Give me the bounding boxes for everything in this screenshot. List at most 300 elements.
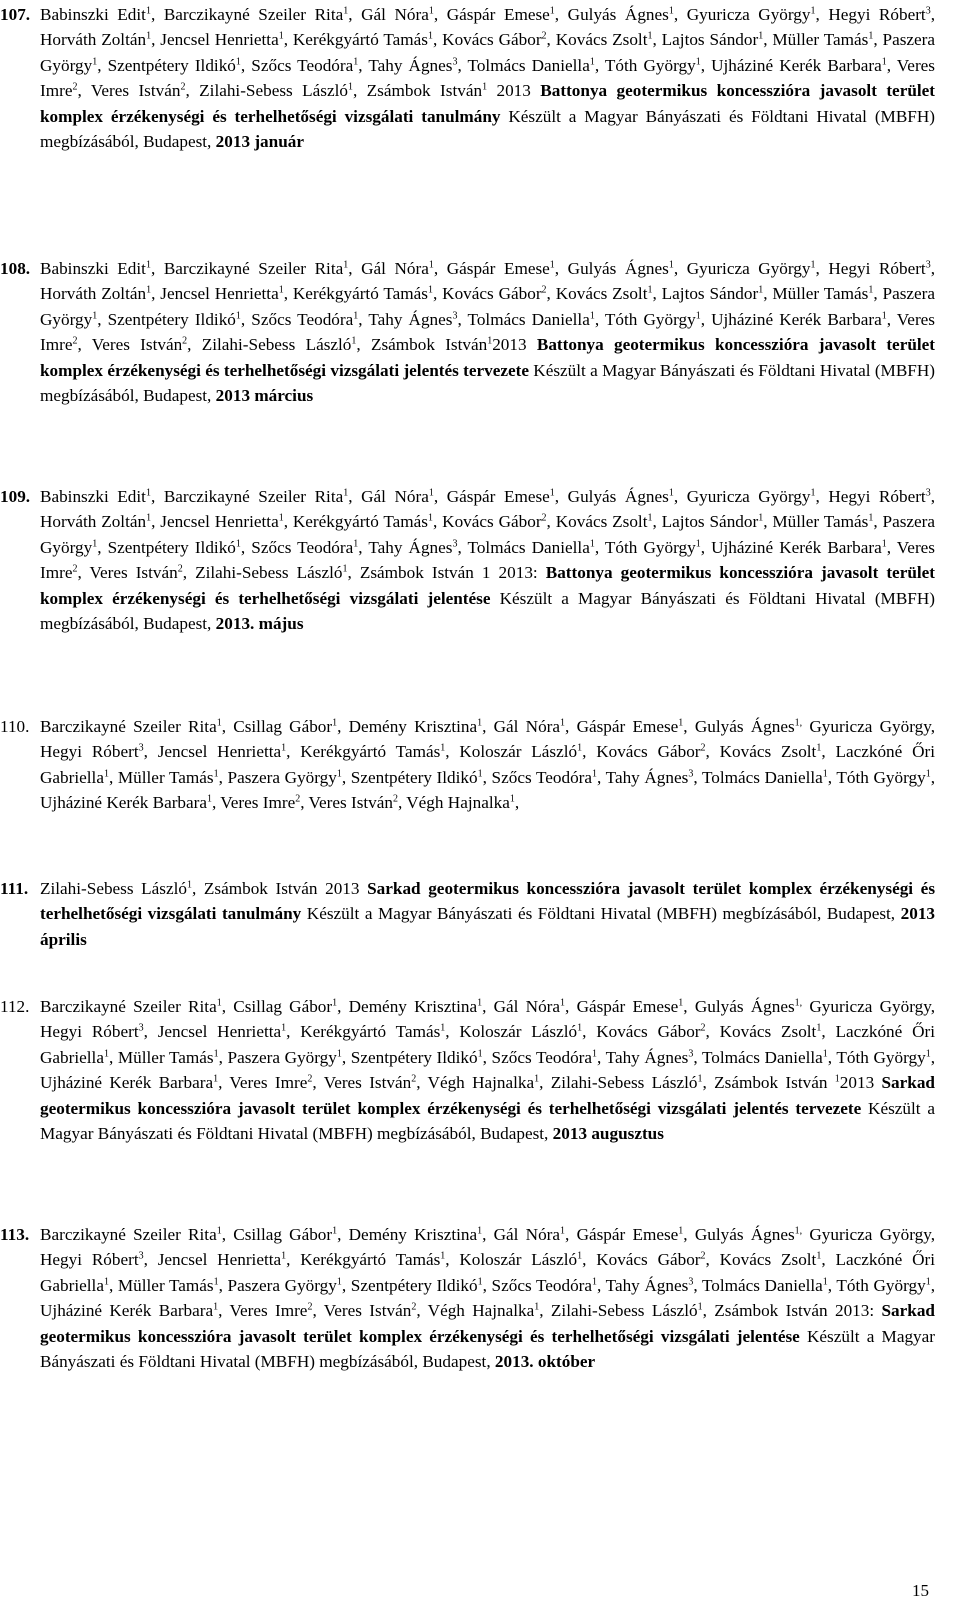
affiliation-superscript: 1	[213, 1073, 219, 1085]
entry-text-run: , Veres Imre	[218, 1073, 308, 1093]
affiliation-superscript: 1	[589, 538, 595, 550]
entry-text-run: , Paszera György	[218, 1275, 337, 1295]
entry-text-run: , Kovács Zsolt	[705, 1022, 817, 1042]
entry-text-run: , Szőcs Teodóra	[482, 1275, 593, 1295]
entry-text-run: , Kerékgyártó Tamás	[283, 284, 428, 304]
entry-text-run: , Paszera György	[40, 284, 936, 329]
entry-text-run: , Jencsel Henrietta	[143, 742, 282, 762]
affiliation-superscript: 1	[235, 538, 241, 550]
entry-text-run: , Gulyás Ágnes	[683, 717, 795, 736]
affiliation-superscript: 1	[534, 1073, 540, 1085]
entry-text-run: , Szentpétery Ildikó	[97, 309, 236, 329]
affiliation-superscript: 1	[235, 310, 241, 322]
affiliation-superscript: 1	[868, 30, 874, 42]
entry-text-run: , Gáspár Emese	[565, 717, 679, 736]
affiliation-superscript: 1	[213, 768, 219, 780]
affiliation-superscript: 1	[549, 5, 555, 17]
affiliation-superscript: 1	[509, 793, 515, 805]
entry-text-run: , Tahy Ágnes	[358, 55, 453, 75]
affiliation-superscript: 1	[103, 1048, 109, 1060]
affiliation-superscript: 1	[278, 512, 284, 524]
entry-text-run: Barczikayné Szeiler Rita	[40, 717, 217, 736]
affiliation-superscript: 1	[834, 1073, 840, 1085]
affiliation-superscript: 2	[541, 284, 547, 296]
entry-text-run: , Veres István	[300, 793, 393, 813]
entry-text-run: Készült a Magyar Bányászati és Földtani Hivatal (MBFH) megbízásából, Budapest,	[40, 106, 935, 152]
entry-text-run: , Tolmács Daniella	[457, 309, 590, 329]
entry-number: 111.	[0, 879, 29, 898]
affiliation-superscript: 1	[477, 1276, 483, 1288]
affiliation-superscript: 1	[343, 487, 349, 499]
affiliation-superscript: 1	[440, 1022, 446, 1034]
affiliation-superscript: 1	[810, 487, 816, 499]
affiliation-superscript: 1	[336, 1048, 342, 1060]
entry-text-run: , Csillag Gábor	[221, 997, 333, 1016]
entry-text-run: , Tolmács Daniella	[457, 55, 590, 75]
publication-title-bold: Battonya geotermikus koncesszióra javasolt terület komplex érzékenységi és terhelhetőségi vizsgálati jelentés tervezete	[40, 335, 936, 380]
entry-text-run: , Tahy Ágnes	[358, 309, 453, 329]
publication-title-bold: 2013. október	[494, 1352, 596, 1372]
affiliation-superscript: 1	[477, 768, 483, 780]
affiliation-superscript: 1	[428, 5, 434, 17]
affiliation-superscript: 1	[881, 538, 887, 550]
entry-text-run: , Kovács Gábor	[582, 742, 701, 762]
entry-number: 110.	[0, 717, 30, 736]
entry-text	[40, 256, 935, 408]
affiliation-superscript: 1	[343, 259, 349, 271]
entry-text-run: , Zilahi-Sebess László	[187, 335, 352, 355]
entry-text-run: , Koloszár László	[445, 1022, 578, 1042]
entry-text-run: Készült a Magyar Bányászati és Földtani Hivatal (MBFH) megbízásából, Budapest,	[40, 588, 936, 634]
affiliation-superscript: 1	[534, 1301, 540, 1313]
entry-text-run: , Szőcs Teodóra	[482, 1047, 593, 1067]
affiliation-superscript: 1	[592, 1276, 598, 1288]
entry-text-run: , Gál Nóra	[348, 259, 429, 278]
entry-text-run: , Horváth Zoltán	[40, 5, 936, 50]
affiliation-superscript: 2	[72, 563, 78, 575]
affiliation-superscript: 1	[482, 81, 488, 93]
affiliation-superscript: 1	[103, 1276, 109, 1288]
entry-text-run: , Végh Hajnalka	[416, 1301, 535, 1321]
entry-text-run: , Veres István	[77, 563, 178, 583]
affiliation-superscript: 1	[146, 512, 152, 524]
affiliation-superscript: 3	[688, 768, 694, 780]
entry-text-run: , Zilahi-Sebess László	[182, 563, 343, 583]
affiliation-superscript: 1,	[794, 1225, 803, 1237]
entry-text-run: , Paszera György	[40, 512, 936, 557]
affiliation-superscript: 2	[700, 1022, 706, 1034]
entry-text-run: Gyuricza György, Hegyi Róbert	[40, 717, 935, 762]
affiliation-superscript: 1	[477, 997, 483, 1009]
entry-text-run: , Barczikayné Szeiler Rita	[150, 487, 344, 506]
entry-text-run: , Ujháziné Kerék Barbara	[40, 1275, 935, 1321]
entry-text-run: , Tahy Ágnes	[597, 1047, 689, 1067]
affiliation-superscript: 3	[138, 1250, 144, 1262]
entry-text-run: , Barczikayné Szeiler Rita	[150, 259, 344, 278]
entry-text-run: , Csillag Gábor	[221, 1225, 333, 1244]
affiliation-superscript: 1	[816, 1250, 822, 1262]
entry-text-run: , Tóth György	[594, 309, 696, 329]
affiliation-superscript: 1	[477, 717, 483, 729]
affiliation-superscript: 1	[549, 259, 555, 271]
publication-title-bold: Battonya geotermikus koncesszióra javasolt terület komplex érzékenységi és terhelhetőségi vizsgálati jelentése	[40, 563, 936, 608]
affiliation-superscript: 1	[92, 56, 98, 68]
affiliation-superscript: 1	[235, 56, 241, 68]
entry-text-run: , Gulyás Ágnes	[554, 5, 669, 24]
affiliation-superscript: 1	[881, 56, 887, 68]
affiliation-superscript: 1	[343, 5, 349, 17]
affiliation-superscript: 1	[695, 56, 701, 68]
entry-text-run: , Zsámbok István 1 2013:	[347, 563, 546, 583]
entry-text-run: , Paszera György	[218, 1047, 337, 1067]
affiliation-superscript: 1	[92, 538, 98, 550]
affiliation-superscript: 1	[213, 1301, 219, 1313]
affiliation-superscript: 1	[697, 1301, 703, 1313]
entry-text-run: , Koloszár László	[445, 742, 578, 762]
affiliation-superscript: 2	[307, 1073, 313, 1085]
entry-text-run: , Veres Imre	[40, 537, 935, 583]
entry-text-run: , Kovács Gábor	[432, 512, 542, 532]
entry-text-run: , Tóth György	[594, 55, 696, 75]
entry-text-run: Babinszki Edit	[40, 259, 146, 278]
affiliation-superscript: 1	[816, 1022, 822, 1034]
affiliation-superscript: 3	[688, 1276, 694, 1288]
entry-text-run: , Kovács Gábor	[582, 1250, 701, 1270]
affiliation-superscript: 1	[427, 284, 433, 296]
entry-text-run: , Tolmács Daniella	[693, 1275, 823, 1295]
entry-text-run: , Zsámbok István 2013:	[702, 1301, 882, 1321]
affiliation-superscript: 1	[146, 30, 152, 42]
entry-text-run: , Kovács Gábor	[432, 284, 542, 304]
entry-text-run: Gyuricza György, Hegyi Róbert	[40, 1225, 935, 1270]
affiliation-superscript: 1	[925, 768, 931, 780]
affiliation-superscript: 1	[589, 310, 595, 322]
entry-text-run: , Végh Hajnalka	[416, 1073, 535, 1093]
affiliation-superscript: 2	[307, 1301, 313, 1313]
entry-text-run: , Lajtos Sándor	[652, 284, 759, 304]
affiliation-superscript: 1	[589, 56, 595, 68]
entry-text-run: , Szőcs Teodóra	[240, 55, 354, 75]
entry-text-run: , Demény Krisztina	[337, 997, 478, 1016]
affiliation-superscript: 2	[180, 81, 186, 93]
entry-text-run: , Jencsel Henrietta	[151, 512, 279, 532]
affiliation-superscript: 1	[695, 310, 701, 322]
entry-text	[40, 714, 935, 816]
entry-text	[40, 484, 935, 636]
entry-text-run: , Zilahi-Sebess László	[539, 1301, 698, 1321]
affiliation-superscript: 1	[332, 717, 338, 729]
affiliation-superscript: 1	[347, 81, 353, 93]
publication-title-bold: Sarkad geotermikus koncesszióra javasolt terület komplex érzékenységi és terhelhetőségi vizsgálati tanulmány	[40, 879, 936, 924]
entry-text-run: , Veres Imre	[40, 309, 935, 355]
entry-text-run: , Paszera György	[218, 767, 337, 787]
entry-text-run: , Gáspár Emese	[565, 997, 679, 1016]
entry-text-run: Barczikayné Szeiler Rita	[40, 1225, 217, 1244]
entry-text-run: , Kovács Zsolt	[546, 284, 648, 304]
entry-text-run: , Gulyás Ágnes	[683, 997, 795, 1016]
affiliation-superscript: 3	[452, 310, 458, 322]
affiliation-superscript: 2	[295, 793, 301, 805]
entry-text-run: , Gyuricza György	[673, 5, 811, 24]
entry-text	[40, 1222, 935, 1374]
affiliation-superscript: 2	[411, 1301, 417, 1313]
entry-text-run: Barczikayné Szeiler Rita	[40, 997, 217, 1016]
entry-text-run: , Ujháziné Kerék Barbara	[700, 309, 882, 329]
publication-title-bold: Sarkad geotermikus koncesszióra javasolt terület komplex érzékenységi és terhelhetőségi vizsgálati jelentés tervezete	[40, 1073, 935, 1118]
entry-text-run: Készült a Magyar Bányászati és Földtani Hivatal (MBFH) megbízásából, Budapest,	[40, 1326, 935, 1372]
entry-text-run: , Veres Imre	[218, 1301, 308, 1321]
entry-text	[40, 994, 935, 1146]
affiliation-superscript: 1	[810, 5, 816, 17]
entry-text-run: , Kerékgyártó Tamás	[283, 512, 428, 532]
entry-text-run: , Müller Tamás	[763, 284, 869, 304]
affiliation-superscript: 1	[758, 30, 764, 42]
affiliation-superscript: 1	[577, 742, 583, 754]
affiliation-superscript: 1	[758, 284, 764, 296]
affiliation-superscript: 3	[138, 1022, 144, 1034]
entry-text	[40, 2, 935, 154]
entry-text-run: , Horváth Zoltán	[40, 259, 936, 304]
affiliation-superscript: 1	[549, 487, 555, 499]
affiliation-superscript: 3	[452, 56, 458, 68]
entry-text-run: , Kovács Zsolt	[705, 742, 817, 762]
affiliation-superscript: 2	[541, 512, 547, 524]
affiliation-superscript: 1	[881, 310, 887, 322]
entry-text-run: , Kerékgyártó Tamás	[286, 1022, 441, 1042]
publication-title-bold: 2013 március	[215, 386, 314, 406]
entry-text-run: , Veres István	[77, 81, 181, 101]
entry-text-run: , Paszera György	[40, 30, 936, 75]
entry-text-run: , Zsámbok István	[702, 1073, 835, 1093]
entry-text-run: , Ujháziné Kerék Barbara	[700, 55, 882, 75]
entry-text-run: , Gáspár Emese	[565, 1225, 679, 1244]
entry-text-run: , Szentpétery Ildikó	[341, 1275, 478, 1295]
entry-text-run: , Tolmács Daniella	[693, 767, 823, 787]
affiliation-superscript: 3	[138, 742, 144, 754]
entry-number: 107.	[0, 5, 31, 24]
entry-text-run: , Horváth Zoltán	[40, 487, 936, 532]
entry-number: 113.	[0, 1225, 30, 1244]
entry-text-run: , Jencsel Henrietta	[151, 284, 279, 304]
entry-text-run: , Tóth György	[594, 537, 696, 557]
affiliation-superscript: 1	[145, 5, 151, 17]
affiliation-superscript: 1	[92, 310, 98, 322]
entry-text-run: , Jencsel Henrietta	[151, 30, 279, 50]
entry-text-run: , Veres István	[312, 1301, 412, 1321]
affiliation-superscript: 1	[647, 512, 653, 524]
entry-text-run: , Gál Nóra	[348, 487, 429, 506]
entry-text-run: , Tolmács Daniella	[457, 537, 590, 557]
affiliation-superscript: 1	[216, 997, 222, 1009]
entry-text-run: ,	[514, 793, 520, 813]
affiliation-superscript: 1	[428, 487, 434, 499]
affiliation-superscript: 1	[678, 717, 684, 729]
affiliation-superscript: 1,	[794, 997, 803, 1009]
affiliation-superscript: 1	[353, 310, 359, 322]
affiliation-superscript: 1	[678, 1225, 684, 1237]
entry-text-run: 2013	[839, 1073, 882, 1093]
affiliation-superscript: 1	[145, 487, 151, 499]
affiliation-superscript: 1	[213, 1048, 219, 1060]
entry-text-run: , Kovács Zsolt	[546, 512, 648, 532]
affiliation-superscript: 1	[440, 1250, 446, 1262]
entry-text-run: Készült a Magyar Bányászati és Földtani Hivatal (MBFH) megbízásából, Budapest,	[40, 1098, 935, 1144]
entry-text-run: , Gál Nóra	[482, 1225, 561, 1244]
affiliation-superscript: 1	[592, 1048, 598, 1060]
entry-text-run: , Csillag Gábor	[221, 717, 333, 736]
affiliation-superscript: 1	[477, 1225, 483, 1237]
entry-text-run: , Tóth György	[827, 1275, 926, 1295]
affiliation-superscript: 1	[695, 538, 701, 550]
entry-text-run: Készült a Magyar Bányászati és Földtani Hivatal (MBFH) megbízásából, Budapest,	[301, 904, 901, 924]
entry-text-run: , Lajtos Sándor	[652, 512, 759, 532]
entry-text-run: , Kovács Zsolt	[705, 1250, 817, 1270]
affiliation-superscript: 2	[392, 793, 398, 805]
publication-title-bold: Sarkad geotermikus koncesszióra javasolt terület komplex érzékenységi és terhelhetőségi vizsgálati jelentése	[40, 1301, 935, 1346]
affiliation-superscript: 1	[427, 30, 433, 42]
affiliation-superscript: 3	[688, 1048, 694, 1060]
entry-text-run: , Tolmács Daniella	[693, 1047, 823, 1067]
affiliation-superscript: 1	[207, 793, 213, 805]
affiliation-superscript: 1	[560, 717, 566, 729]
entry-text	[40, 876, 935, 952]
entry-text-run: , Szőcs Teodóra	[240, 537, 354, 557]
entry-text-run: , Hegyi Róbert	[815, 259, 926, 278]
entry-text-run: Gyuricza György, Hegyi Róbert	[40, 997, 935, 1042]
affiliation-superscript: 1	[213, 1276, 219, 1288]
entry-text-run: , Barczikayné Szeiler Rita	[150, 5, 344, 24]
entry-text-run: , Demény Krisztina	[337, 1225, 478, 1244]
entry-text-run: , Gál Nóra	[482, 997, 561, 1016]
affiliation-superscript: 2	[177, 563, 183, 575]
page-number: 15	[912, 1581, 929, 1600]
affiliation-superscript: 1	[810, 259, 816, 271]
entry-text-run: , Jencsel Henrietta	[143, 1022, 282, 1042]
entry-text-run: , Zilahi-Sebess László	[539, 1073, 698, 1093]
affiliation-superscript: 1	[477, 1048, 483, 1060]
affiliation-superscript: 1	[816, 742, 822, 754]
entry-text-run: , Kovács Zsolt	[546, 30, 648, 50]
affiliation-superscript: 1	[868, 512, 874, 524]
entry-text-run: , Gáspár Emese	[433, 487, 550, 506]
entry-text-run: , Veres István	[312, 1073, 412, 1093]
entry-text-run: , Végh Hajnalka	[397, 793, 510, 813]
entry-text-run: , Szentpétery Ildikó	[341, 1047, 478, 1067]
entry-text-run: , Demény Krisztina	[337, 717, 478, 736]
affiliation-superscript: 2	[182, 335, 188, 347]
affiliation-superscript: 2	[700, 1250, 706, 1262]
affiliation-superscript: 1	[647, 30, 653, 42]
entry-text-run: , Müller Tamás	[763, 30, 869, 50]
affiliation-superscript: 1	[103, 768, 109, 780]
affiliation-superscript: 1	[145, 259, 151, 271]
affiliation-superscript: 1	[758, 512, 764, 524]
affiliation-superscript: 1	[278, 284, 284, 296]
affiliation-superscript: 1	[487, 335, 493, 347]
entry-text-run: , Gáspár Emese	[433, 259, 550, 278]
entry-text-run: , Müller Tamás	[763, 512, 869, 532]
entry-text-run: , Szőcs Teodóra	[240, 309, 354, 329]
affiliation-superscript: 1	[822, 768, 828, 780]
publication-title-bold: 2013 január	[215, 132, 304, 152]
entry-text-run: , Müller Tamás	[108, 767, 214, 787]
entry-text-run: Babinszki Edit	[40, 5, 146, 24]
affiliation-superscript: 1	[560, 997, 566, 1009]
affiliation-superscript: 1	[351, 335, 357, 347]
affiliation-superscript: 1	[592, 768, 598, 780]
entry-text-run: , Szentpétery Ildikó	[341, 767, 478, 787]
affiliation-superscript: 1	[560, 1225, 566, 1237]
entry-text-run: 2013	[487, 81, 541, 101]
entry-text-run: Babinszki Edit	[40, 487, 146, 506]
affiliation-superscript: 2	[72, 335, 78, 347]
entry-text-run: , Gulyás Ágnes	[683, 1225, 795, 1244]
entry-text-run: , Gyuricza György	[673, 259, 811, 278]
entry-text-run: , Szentpétery Ildikó	[97, 537, 236, 557]
affiliation-superscript: 1	[278, 30, 284, 42]
entry-text-run: , Zilahi-Sebess László	[185, 81, 348, 101]
affiliation-superscript: 1	[822, 1276, 828, 1288]
affiliation-superscript: 3	[925, 259, 931, 271]
entry-text-run: , Gál Nóra	[482, 717, 561, 736]
affiliation-superscript: 1	[868, 284, 874, 296]
entry-text-run: , Zsámbok István	[356, 335, 488, 355]
affiliation-superscript: 1	[353, 538, 359, 550]
affiliation-superscript: 1	[281, 742, 287, 754]
entry-text-run: , Hegyi Róbert	[815, 5, 926, 24]
entry-text-run: , Veres Imre	[212, 793, 296, 813]
entry-text-run: , Gyuricza György	[673, 487, 811, 506]
affiliation-superscript: 1	[332, 1225, 338, 1237]
affiliation-superscript: 1	[336, 768, 342, 780]
affiliation-superscript: 1	[577, 1250, 583, 1262]
entry-text-run: , Laczkóné Őri Gabriella	[40, 1250, 935, 1295]
affiliation-superscript: 1	[647, 284, 653, 296]
entry-text-run: , Szőcs Teodóra	[482, 767, 593, 787]
entry-text-run: , Gulyás Ágnes	[554, 487, 669, 506]
entry-text-run: , Jencsel Henrietta	[143, 1250, 282, 1270]
affiliation-superscript: 1	[428, 259, 434, 271]
affiliation-superscript: 1	[440, 742, 446, 754]
entry-text-run: , Zsámbok István 2013	[192, 879, 368, 898]
affiliation-superscript: 1	[281, 1250, 287, 1262]
entry-text-run: , Tahy Ágnes	[597, 767, 689, 787]
entry-text-run: , Müller Tamás	[108, 1275, 214, 1295]
entry-text-run: , Koloszár László	[445, 1250, 578, 1270]
entry-text-run: , Tóth György	[827, 1047, 926, 1067]
affiliation-superscript: 1	[281, 1022, 287, 1034]
affiliation-superscript: 1	[332, 997, 338, 1009]
entry-text-run: , Ujháziné Kerék Barbara	[40, 1047, 935, 1093]
affiliation-superscript: 1	[925, 1048, 931, 1060]
affiliation-superscript: 3	[925, 5, 931, 17]
entry-text-run: , Kovács Gábor	[432, 30, 542, 50]
affiliation-superscript: 1	[216, 1225, 222, 1237]
affiliation-superscript: 1	[353, 56, 359, 68]
entry-text-run: , Gulyás Ágnes	[554, 259, 669, 278]
entry-text-run: , Müller Tamás	[108, 1047, 214, 1067]
affiliation-superscript: 1	[668, 5, 674, 17]
affiliation-superscript: 1	[342, 563, 348, 575]
affiliation-superscript: 1	[668, 259, 674, 271]
affiliation-superscript: 1	[216, 717, 222, 729]
entry-number: 109.	[0, 487, 31, 506]
entry-text-run: , Szentpétery Ildikó	[97, 55, 236, 75]
affiliation-superscript: 1	[146, 284, 152, 296]
publication-title-bold: Battonya geotermikus koncesszióra javasolt terület komplex érzékenységi és terhelhetőségi vizsgálati tanulmány	[40, 81, 936, 126]
affiliation-superscript: 1,	[794, 717, 803, 729]
affiliation-superscript: 2	[541, 30, 547, 42]
